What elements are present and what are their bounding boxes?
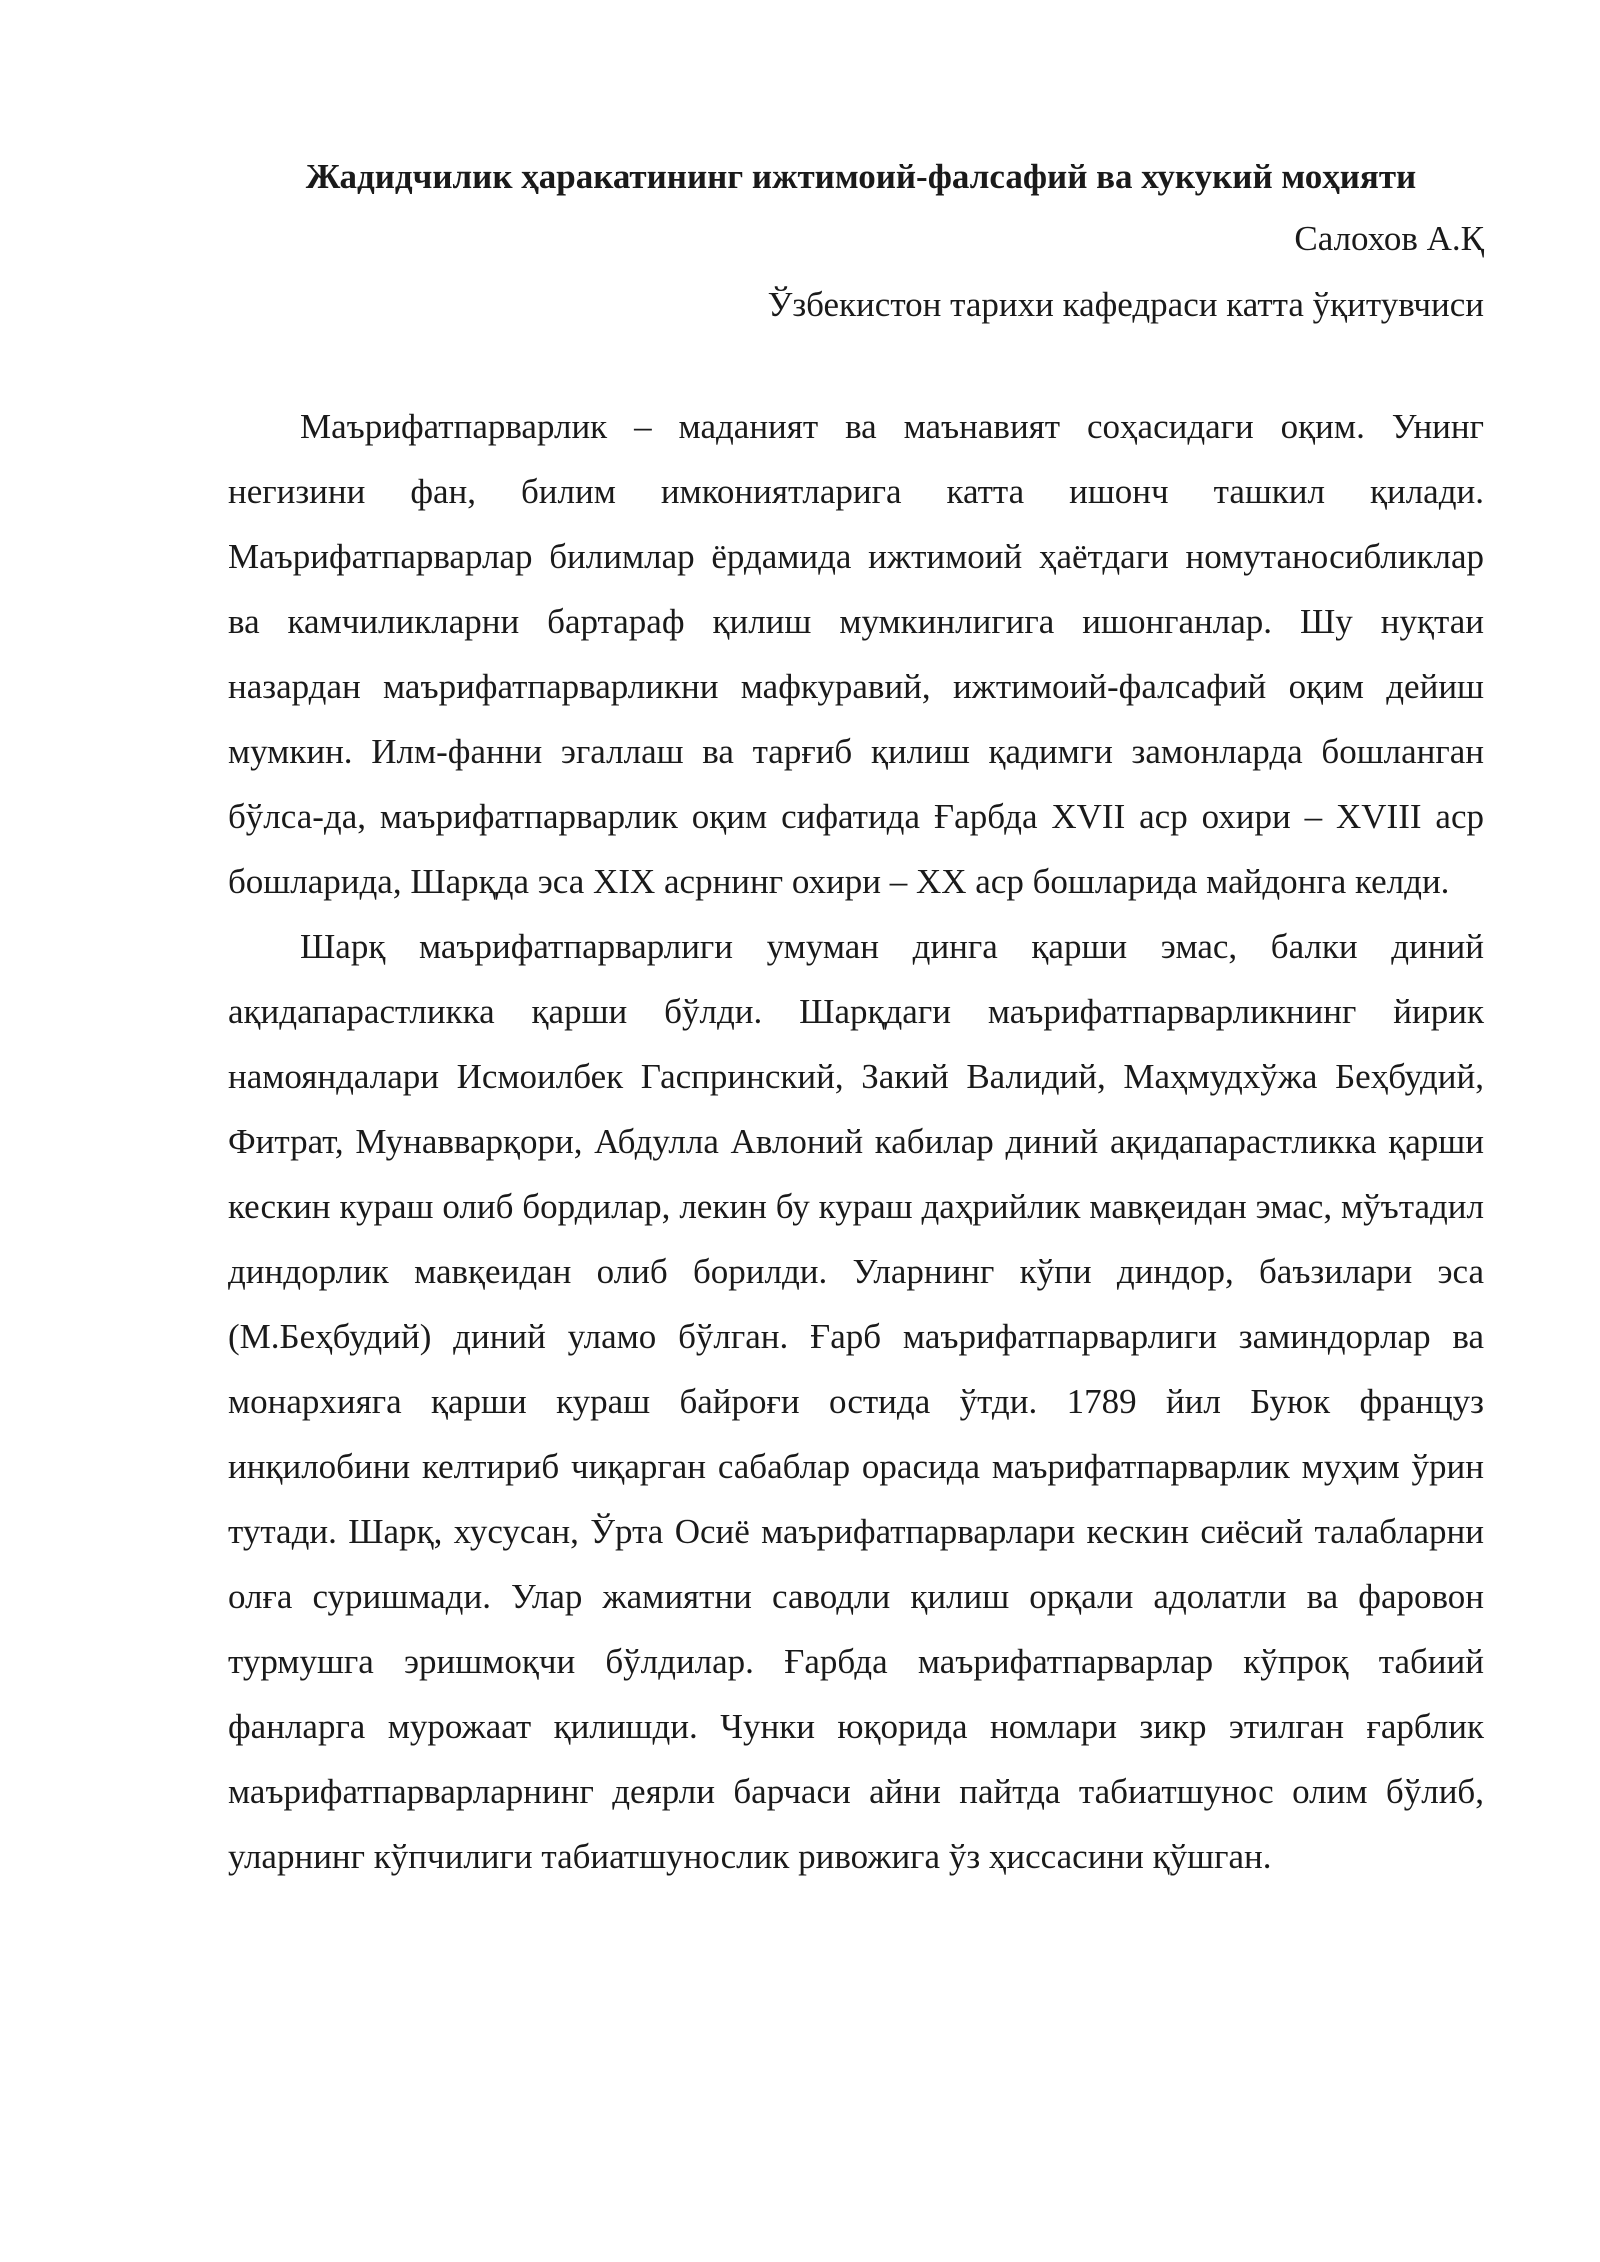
document-title: Жадидчилик ҳаракатининг ижтимоий-фалсафий ва хукукий моҳияти bbox=[305, 157, 1417, 196]
author-affiliation: Ўзбекистон тарихи кафедраси катта ўқитувчиси bbox=[767, 285, 1484, 324]
document-page bbox=[228, 148, 1484, 1889]
paragraph-2: Шарқ маърифатпарварлиги умуман динга қарши эмас, балки диний ақидапарастликка қарши бўлди. Шарқдаги маърифатпарварликнинг йирик намояндалари Исмоилбек Гаспринский, Закий Валидий, Маҳмудхўжа Беҳбудий, Фитрат, Мунавварқори, Абдулла Авлоний кабилар диний ақидапарастликка қарши кескин кураш олиб бордилар, лекин бу кураш даҳрийлик мавқеидан эмас, мўътадил диндорлик мавқеидан олиб борилди. Уларнинг кўпи диндор, баъзилари эса (М.Беҳбудий) диний уламо бўлган. Ғарб маърифатпарварлиги заминдорлар ва монархияга қарши кураш байроғи остида ўтди. 1789 йил Буюк француз инқилобини келтириб чиқарган сабаблар орасида маърифатпарварлик муҳим ўрин тутади. Шарқ, хусусан, Ўрта Осиё маърифатпарварлари кескин сиёсий талабларни олға суришмади. Улар жамиятни саводли қилиш орқали адолатли ва фаровон турмушга эришмоқчи бўлдилар. Ғарбда маърифатпарварлар кўпроқ табиий фанларга мурожаат қилишди. Чунки юқорида номлари зикр этилган ғарблик маърифатпарварларнинг деярли барчаси айни пайтда табиатшунос олим бўлиб, уларнинг кўпчилиги табиатшунослик ривожига ўз ҳиссасини қўшган. bbox=[228, 927, 1484, 1876]
paragraph-1: Маърифатпарварлик – маданият ва маънавият соҳасидаги оқим. Унинг негизини фан, билим имкониятларига катта ишонч ташкил қилади. Маърифатпарварлар билимлар ёрдамида ижтимоий ҳаётдаги номутаносибликлар ва камчиликларни бартараф қилиш мумкинлигига ишонганлар. Шу нуқтаи назардан маърифатпарварликни мафкуравий, ижтимоий-фалсафий оқим дейиш мумкин. Илм-фанни эгаллаш ва тарғиб қилиш қадимги замонларда бошланган бўлса-да, маърифатпарварлик оқим сифатида Ғарбда XVII аср охири – XVIII аср бошларида, Шарқда эса XIX асрнинг охири – XX аср бошларида майдонга келди. bbox=[228, 407, 1484, 901]
document-body bbox=[228, 394, 1484, 1889]
author-name: Салохов А.Қ bbox=[1294, 219, 1484, 258]
